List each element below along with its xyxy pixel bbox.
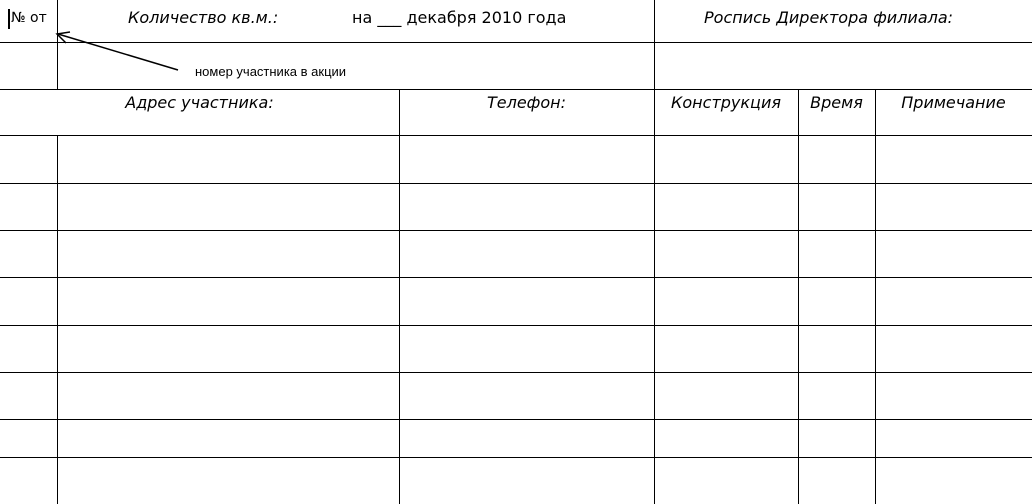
table-cell-note [879,337,1028,370]
grid-line [0,372,1032,373]
grid-line [798,89,799,504]
table-cell-time [802,384,871,417]
table-cell-address [61,469,395,502]
table-cell-address [61,289,395,323]
table-cell-num [4,195,53,228]
table-cell-construction [658,242,794,275]
table-cell-note [879,242,1028,275]
table-cell-num [4,469,53,502]
table-cell-address [61,384,395,417]
table-cell-phone [403,289,650,323]
table-cell-note [879,147,1028,181]
grid-line [0,183,1032,184]
table-cell-num [4,431,53,455]
grid-line [654,89,655,504]
table-cell-time [802,289,871,323]
table-cell-address [61,195,395,228]
number-label: № от [11,10,47,26]
grid-line [0,89,1032,90]
grid-line [0,457,1032,458]
table-cell-phone [403,469,650,502]
table-cell-num [4,147,53,181]
table-cell-construction [658,195,794,228]
table-cell-num [4,337,53,370]
table-cell-num [4,289,53,323]
table-cell-note [879,431,1028,455]
quantity-label: Количество кв.м.: [128,8,279,27]
table-cell-construction [658,469,794,502]
table-cell-num [4,384,53,417]
table-cell-time [802,242,871,275]
grid-line [0,230,1032,231]
column-header-address: Адрес участника: [125,93,274,112]
grid-line [875,89,876,504]
column-header-phone: Телефон: [486,93,566,112]
grid-line [399,89,400,504]
table-cell-time [802,469,871,502]
column-header-construction: Конструкция [671,93,781,112]
table-cell-construction [658,384,794,417]
table-cell-address [61,147,395,181]
table-cell-address [61,431,395,455]
date-label: на ___ декабря 2010 года [352,8,567,27]
table-cell-note [879,469,1028,502]
table-cell-construction [658,431,794,455]
table-cell-construction [658,337,794,370]
table-cell-note [879,384,1028,417]
table-cell-construction [658,289,794,323]
grid-line [0,277,1032,278]
column-header-time: Время [810,93,863,112]
table-cell-time [802,431,871,455]
table-cell-num [4,242,53,275]
table-cell-phone [403,431,650,455]
grid-line [0,325,1032,326]
table-cell-address [61,337,395,370]
column-header-note: Примечание [901,93,1006,112]
table-cell-phone [403,195,650,228]
table-cell-time [802,337,871,370]
grid-line [654,0,655,89]
pointer-arrow-icon [0,0,200,80]
table-cell-phone [403,242,650,275]
table-cell-address [61,242,395,275]
grid-line [0,135,1032,136]
table-cell-note [879,195,1028,228]
participant-number-note: номер участника в акции [195,64,347,79]
table-cell-construction [658,147,794,181]
grid-line [57,135,58,504]
table-cell-phone [403,384,650,417]
table-cell-note [879,289,1028,323]
table-cell-time [802,195,871,228]
signature-label: Роспись Директора филиала: [704,8,954,27]
grid-line [0,419,1032,420]
table-cell-phone [403,337,650,370]
table-cell-phone [403,147,650,181]
table-cell-time [802,147,871,181]
